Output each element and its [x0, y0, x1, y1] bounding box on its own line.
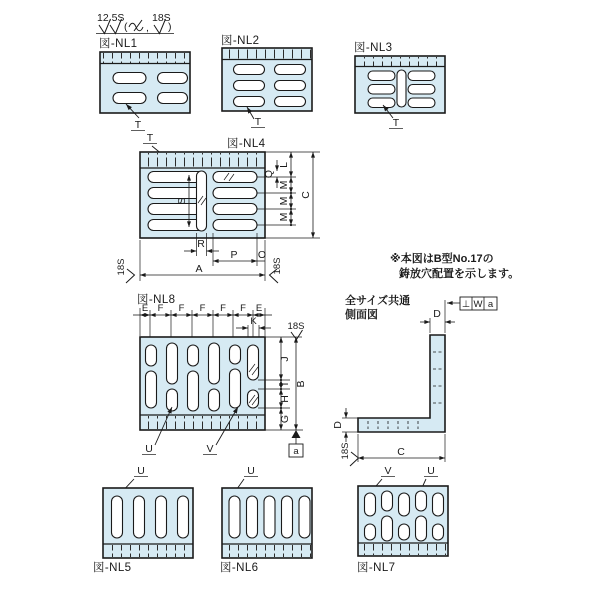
svg-text:F: F: [178, 303, 185, 314]
svg-text:Q: Q: [263, 169, 275, 179]
hatched-strip: [104, 545, 192, 557]
open-paren: (: [124, 21, 128, 33]
svg-text:H: H: [279, 395, 291, 403]
surface-mark: 18S: [287, 321, 305, 332]
hatched-strip: [141, 416, 264, 429]
close-paren: ): [168, 21, 172, 33]
perpendicularity-icon: ⊥: [461, 299, 471, 310]
svg-text:E: E: [141, 303, 149, 314]
slot-ref-label: V: [384, 465, 392, 477]
svg-text:W: W: [473, 299, 483, 310]
figure-nl4: [116, 132, 320, 283]
svg-text:D: D: [332, 421, 344, 429]
figure-label: 図-NL2: [221, 35, 260, 47]
svg-text:F: F: [220, 303, 226, 314]
slot-ref-label: U: [247, 465, 255, 477]
figure-label: 図-NL5: [93, 562, 132, 574]
svg-text:a: a: [487, 299, 494, 310]
svg-text:O: O: [257, 249, 267, 261]
figure-nl3: [354, 41, 445, 129]
angle-plate-section: [358, 335, 445, 432]
svg-text:C: C: [300, 191, 312, 199]
slots: [368, 70, 435, 108]
datum-label: a: [293, 446, 299, 457]
figure-label: 図-NL4: [227, 138, 266, 150]
bottom-dimensions: [116, 233, 283, 283]
svg-text:F: F: [157, 303, 164, 314]
figure-label: 図-NL3: [354, 42, 393, 54]
svg-text:E: E: [255, 303, 263, 314]
slot-ref-label: T: [254, 116, 262, 128]
figure-nl7: [357, 465, 448, 574]
note-line2: 鋳放穴配置を示します。: [399, 268, 520, 280]
slot-ref-label: T: [146, 132, 154, 144]
figure-label: 図-NL1: [99, 38, 138, 50]
hatched-strip: [141, 153, 264, 167]
note-line1: ※本図はB型No.17の: [390, 253, 494, 265]
comma: ,: [146, 22, 149, 34]
svg-text:C: C: [397, 446, 405, 458]
svg-text:D: D: [433, 308, 441, 320]
hatched-strip: [223, 545, 311, 557]
slot-ref-label: U: [427, 465, 435, 477]
datum-symbol: [289, 430, 303, 457]
as-cast-squiggle-icon: [129, 23, 143, 31]
figure-nl5: [93, 465, 193, 574]
figure-nl2: [221, 34, 312, 128]
surface-mark: 18S: [272, 257, 283, 275]
surface-mark: 18S: [116, 258, 127, 276]
roughness-primary-value: 12.5S: [97, 12, 125, 24]
hatched-strip: [356, 57, 444, 66]
side-view: [332, 293, 497, 466]
svg-text:I: I: [279, 382, 291, 386]
slot-ref-label: U: [145, 443, 153, 455]
svg-text:M: M: [278, 196, 290, 206]
figure-label: 図-NL7: [357, 562, 396, 574]
surface-mark: 18S: [340, 442, 351, 460]
hatched-strip: [359, 544, 447, 555]
roughness-secondary-value: 18S: [152, 12, 171, 24]
side-view-title1: 全サイズ共通: [345, 295, 411, 307]
figure-nl8: [133, 293, 307, 457]
svg-text:A: A: [195, 263, 203, 275]
svg-text:J: J: [279, 356, 291, 362]
slot-ref-label: T: [392, 117, 400, 129]
figure-label: 図-NL8: [137, 294, 176, 306]
svg-text:R: R: [197, 238, 205, 250]
svg-text:G: G: [279, 414, 291, 424]
cast-hole-note: [390, 251, 519, 280]
hatched-strip: [101, 53, 189, 63]
slot-ref-label: V: [206, 443, 214, 455]
svg-text:F: F: [240, 303, 246, 314]
dim-label-s: S: [176, 197, 188, 205]
svg-text:F: F: [199, 303, 206, 314]
svg-text:K: K: [250, 316, 257, 327]
slot-ref-label: T: [134, 119, 142, 131]
slot-ref-label: U: [137, 465, 145, 477]
tolerance-frame: [447, 297, 497, 310]
figure-nl6: [220, 465, 312, 574]
hatched-strip: [223, 49, 311, 59]
svg-text:M: M: [278, 180, 290, 190]
svg-text:M: M: [278, 212, 290, 222]
figure-label: 図-NL6: [220, 562, 259, 574]
svg-text:L: L: [278, 162, 290, 168]
side-view-title2: 側面図: [345, 309, 378, 321]
svg-text:B: B: [295, 380, 307, 388]
figure-nl1: [99, 37, 190, 131]
surface-roughness-note: [96, 12, 174, 34]
svg-text:P: P: [230, 249, 238, 261]
